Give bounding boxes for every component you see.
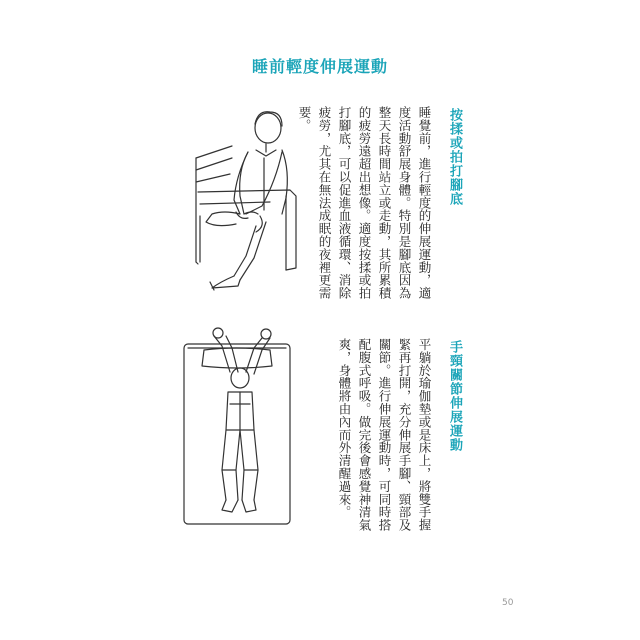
section-body-joint-stretch: 平躺於瑜伽墊或是床上，將雙手握緊再打開，充分伸展手腳、頸部及關節。進行伸展運動時，可同時搭配腹式呼吸。做完後會感覺神清氣爽，身體將由內而外清醒過來。: [337, 338, 432, 532]
section-body-foot-massage: 睡覺前，進行輕度的伸展運動，適度活動舒展身體。特別是腳底因為整天長時間站立或走動，其所累積的疲勞遠超出想像。適度按揉或拍打腳底，可以促進血液循環、消除疲勞，尤其在無法成眠的夜裡更需要。: [297, 106, 432, 300]
page-number: 50: [502, 598, 514, 608]
section-heading-joint-stretch: 手頸關節伸展運動: [447, 340, 462, 452]
section-heading-foot-massage: 按揉或拍打腳底: [447, 108, 462, 206]
page-title: 睡前輕度伸展運動: [251, 57, 388, 76]
